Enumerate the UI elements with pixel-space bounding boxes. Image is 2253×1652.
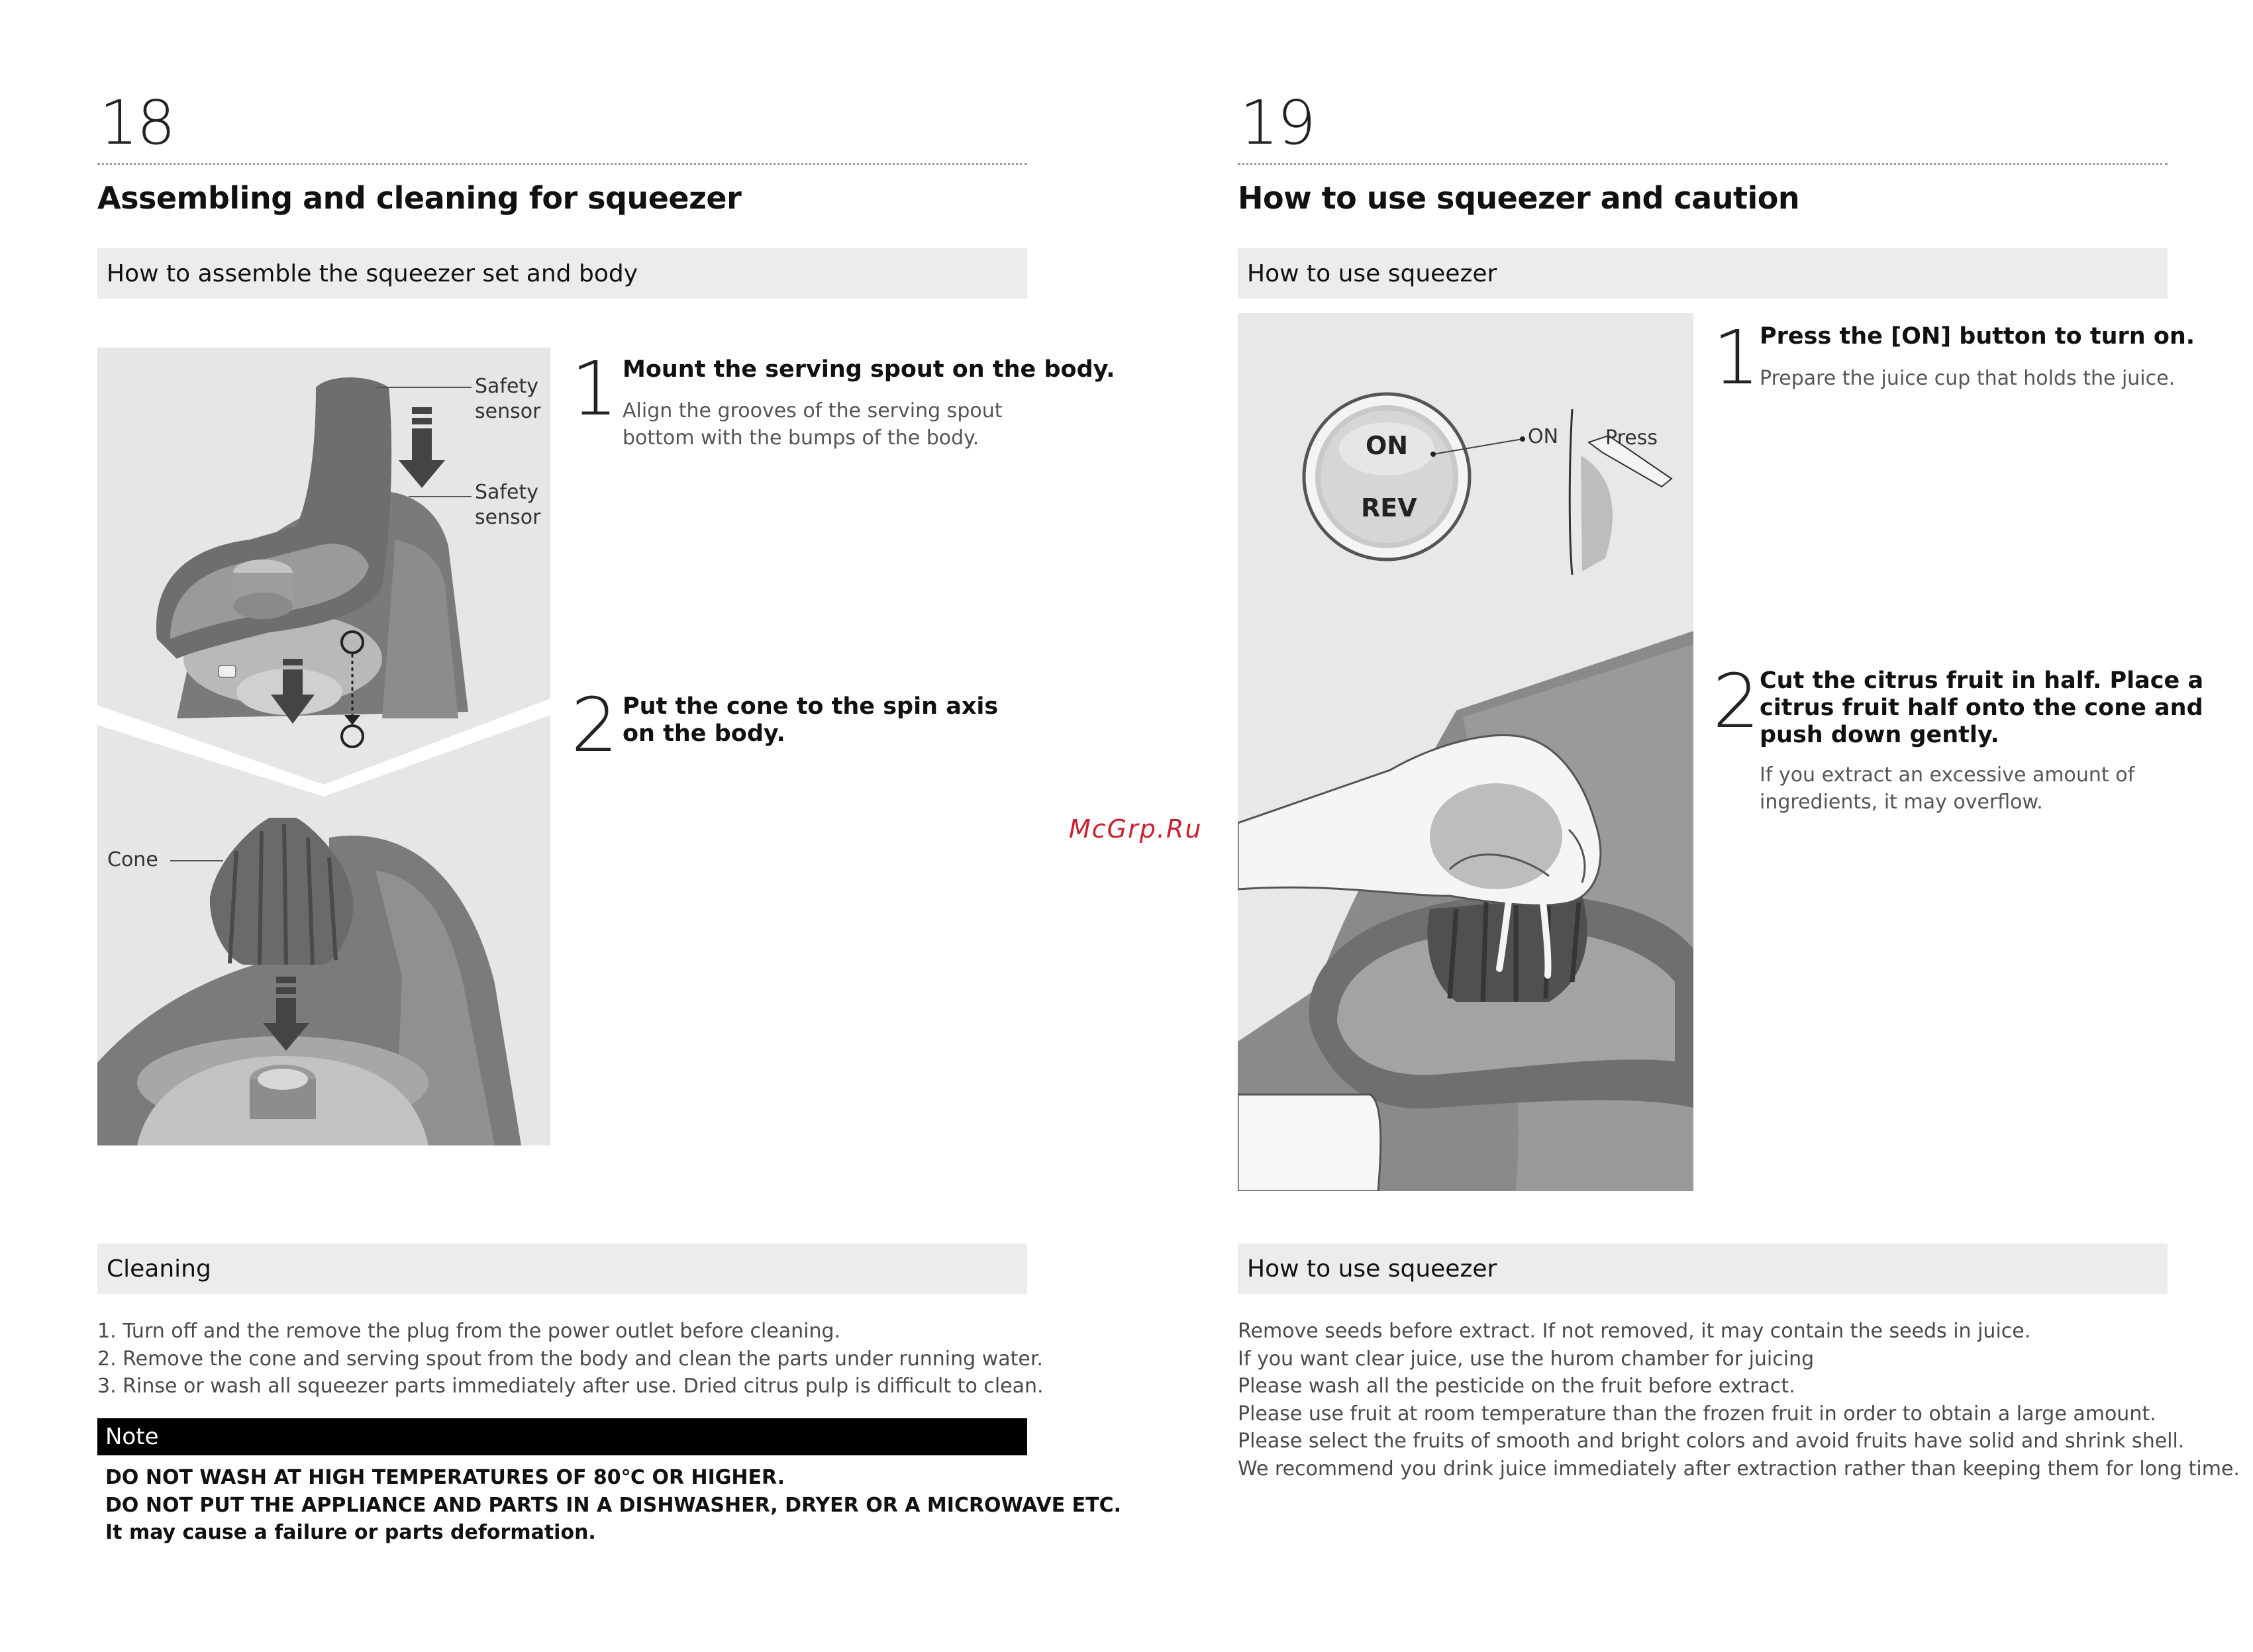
step-heading-2-left: Put the cone to the spin axis on the body. — [623, 693, 999, 747]
step-number-1-left: 1 — [571, 346, 619, 432]
step-number-1-right: 1 — [1713, 315, 1760, 401]
cone-label: Cone — [107, 848, 158, 871]
header-rule-right — [1238, 163, 2168, 165]
step-number-2-right: 2 — [1713, 659, 1760, 745]
caution-item: If you want clear juice, use the hurom chamber for juicing — [1238, 1347, 1815, 1371]
caution-item: Please select the fruits of smooth and bright colors and avoid fruits have solid and shrink shell. — [1238, 1430, 2185, 1453]
cleaning-item: 1. Turn off and the remove the plug from the power outlet before cleaning. — [97, 1320, 841, 1343]
assemble-band: How to assemble the squeezer set and body — [97, 248, 1027, 299]
header-rule-left — [97, 163, 1027, 165]
step-number-2-left: 2 — [571, 683, 619, 769]
note-line: DO NOT WASH AT HIGH TEMPERATURES OF 80℃ OR HIGHER. — [105, 1466, 785, 1489]
cleaning-list — [97, 1318, 1044, 1400]
usage-figure — [1238, 313, 1693, 1191]
note-line: DO NOT PUT THE APPLIANCE AND PARTS IN A DISHWASHER, DRYER OR A MICROWAVE ETC. — [105, 1493, 1122, 1517]
note-line: It may cause a failure or parts deformation. — [105, 1521, 596, 1544]
page-number-right: 19 — [1240, 87, 1315, 158]
caution-list — [1238, 1318, 2240, 1482]
caution-item: Please wash all the pesticide on the fruit before extract. — [1238, 1375, 1795, 1398]
use-band: How to use squeezer — [1238, 248, 2168, 299]
caution-band: How to use squeezer — [1238, 1243, 2168, 1294]
assembly-illustration — [97, 348, 550, 1145]
press-callout: Press — [1605, 426, 1658, 450]
assembly-figure — [97, 348, 550, 1145]
on-callout: ON — [1528, 425, 1559, 448]
step-heading-1-right: Press the [ON] button to turn on. — [1760, 323, 2195, 350]
note-bar: Note — [97, 1418, 1027, 1455]
step-desc-1-right: Prepare the juice cup that holds the juice. — [1760, 367, 2176, 390]
caution-item: We recommend you drink juice immediately after extraction rather than keeping them for long time. — [1238, 1457, 2240, 1481]
step-heading-2-right: Cut the citrus fruit in half. Place a citrus fruit half onto the cone and push down gently. — [1760, 667, 2204, 748]
section-title-left: Assembling and cleaning for squeezer — [97, 180, 742, 216]
note-text-block — [105, 1464, 1121, 1547]
section-title-right: How to use squeezer and caution — [1238, 180, 1800, 216]
caution-item: Please use fruit at room temperature than the frozen fruit in order to obtain a large amount. — [1238, 1402, 2156, 1426]
cleaning-band: Cleaning — [97, 1243, 1027, 1294]
cleaning-item: 2. Remove the cone and serving spout from the body and clean the parts under running water. — [97, 1347, 1043, 1371]
safety-sensor-label-2: Safety sensor — [475, 481, 541, 529]
safety-sensor-label-1: Safety sensor — [475, 375, 541, 423]
step-desc-2-right: If you extract an excessive amount of ingredients, it may overflow. — [1760, 763, 2135, 814]
step-desc-1-left: Align the grooves of the serving spout bottom with the bumps of the body. — [623, 399, 1003, 450]
step-heading-1-left: Mount the serving spout on the body. — [623, 356, 1115, 383]
caution-item: Remove seeds before extract. If not removed, it may contain the seeds in juice. — [1238, 1320, 2031, 1343]
rev-button: REV — [1361, 493, 1417, 522]
cleaning-item: 3. Rinse or wash all squeezer parts immediately after use. Dried citrus pulp is difficult to clean. — [97, 1375, 1044, 1398]
watermark: McGrp.Ru — [1069, 814, 1203, 844]
page-number-left: 18 — [99, 87, 175, 158]
on-button: ON — [1366, 431, 1409, 460]
